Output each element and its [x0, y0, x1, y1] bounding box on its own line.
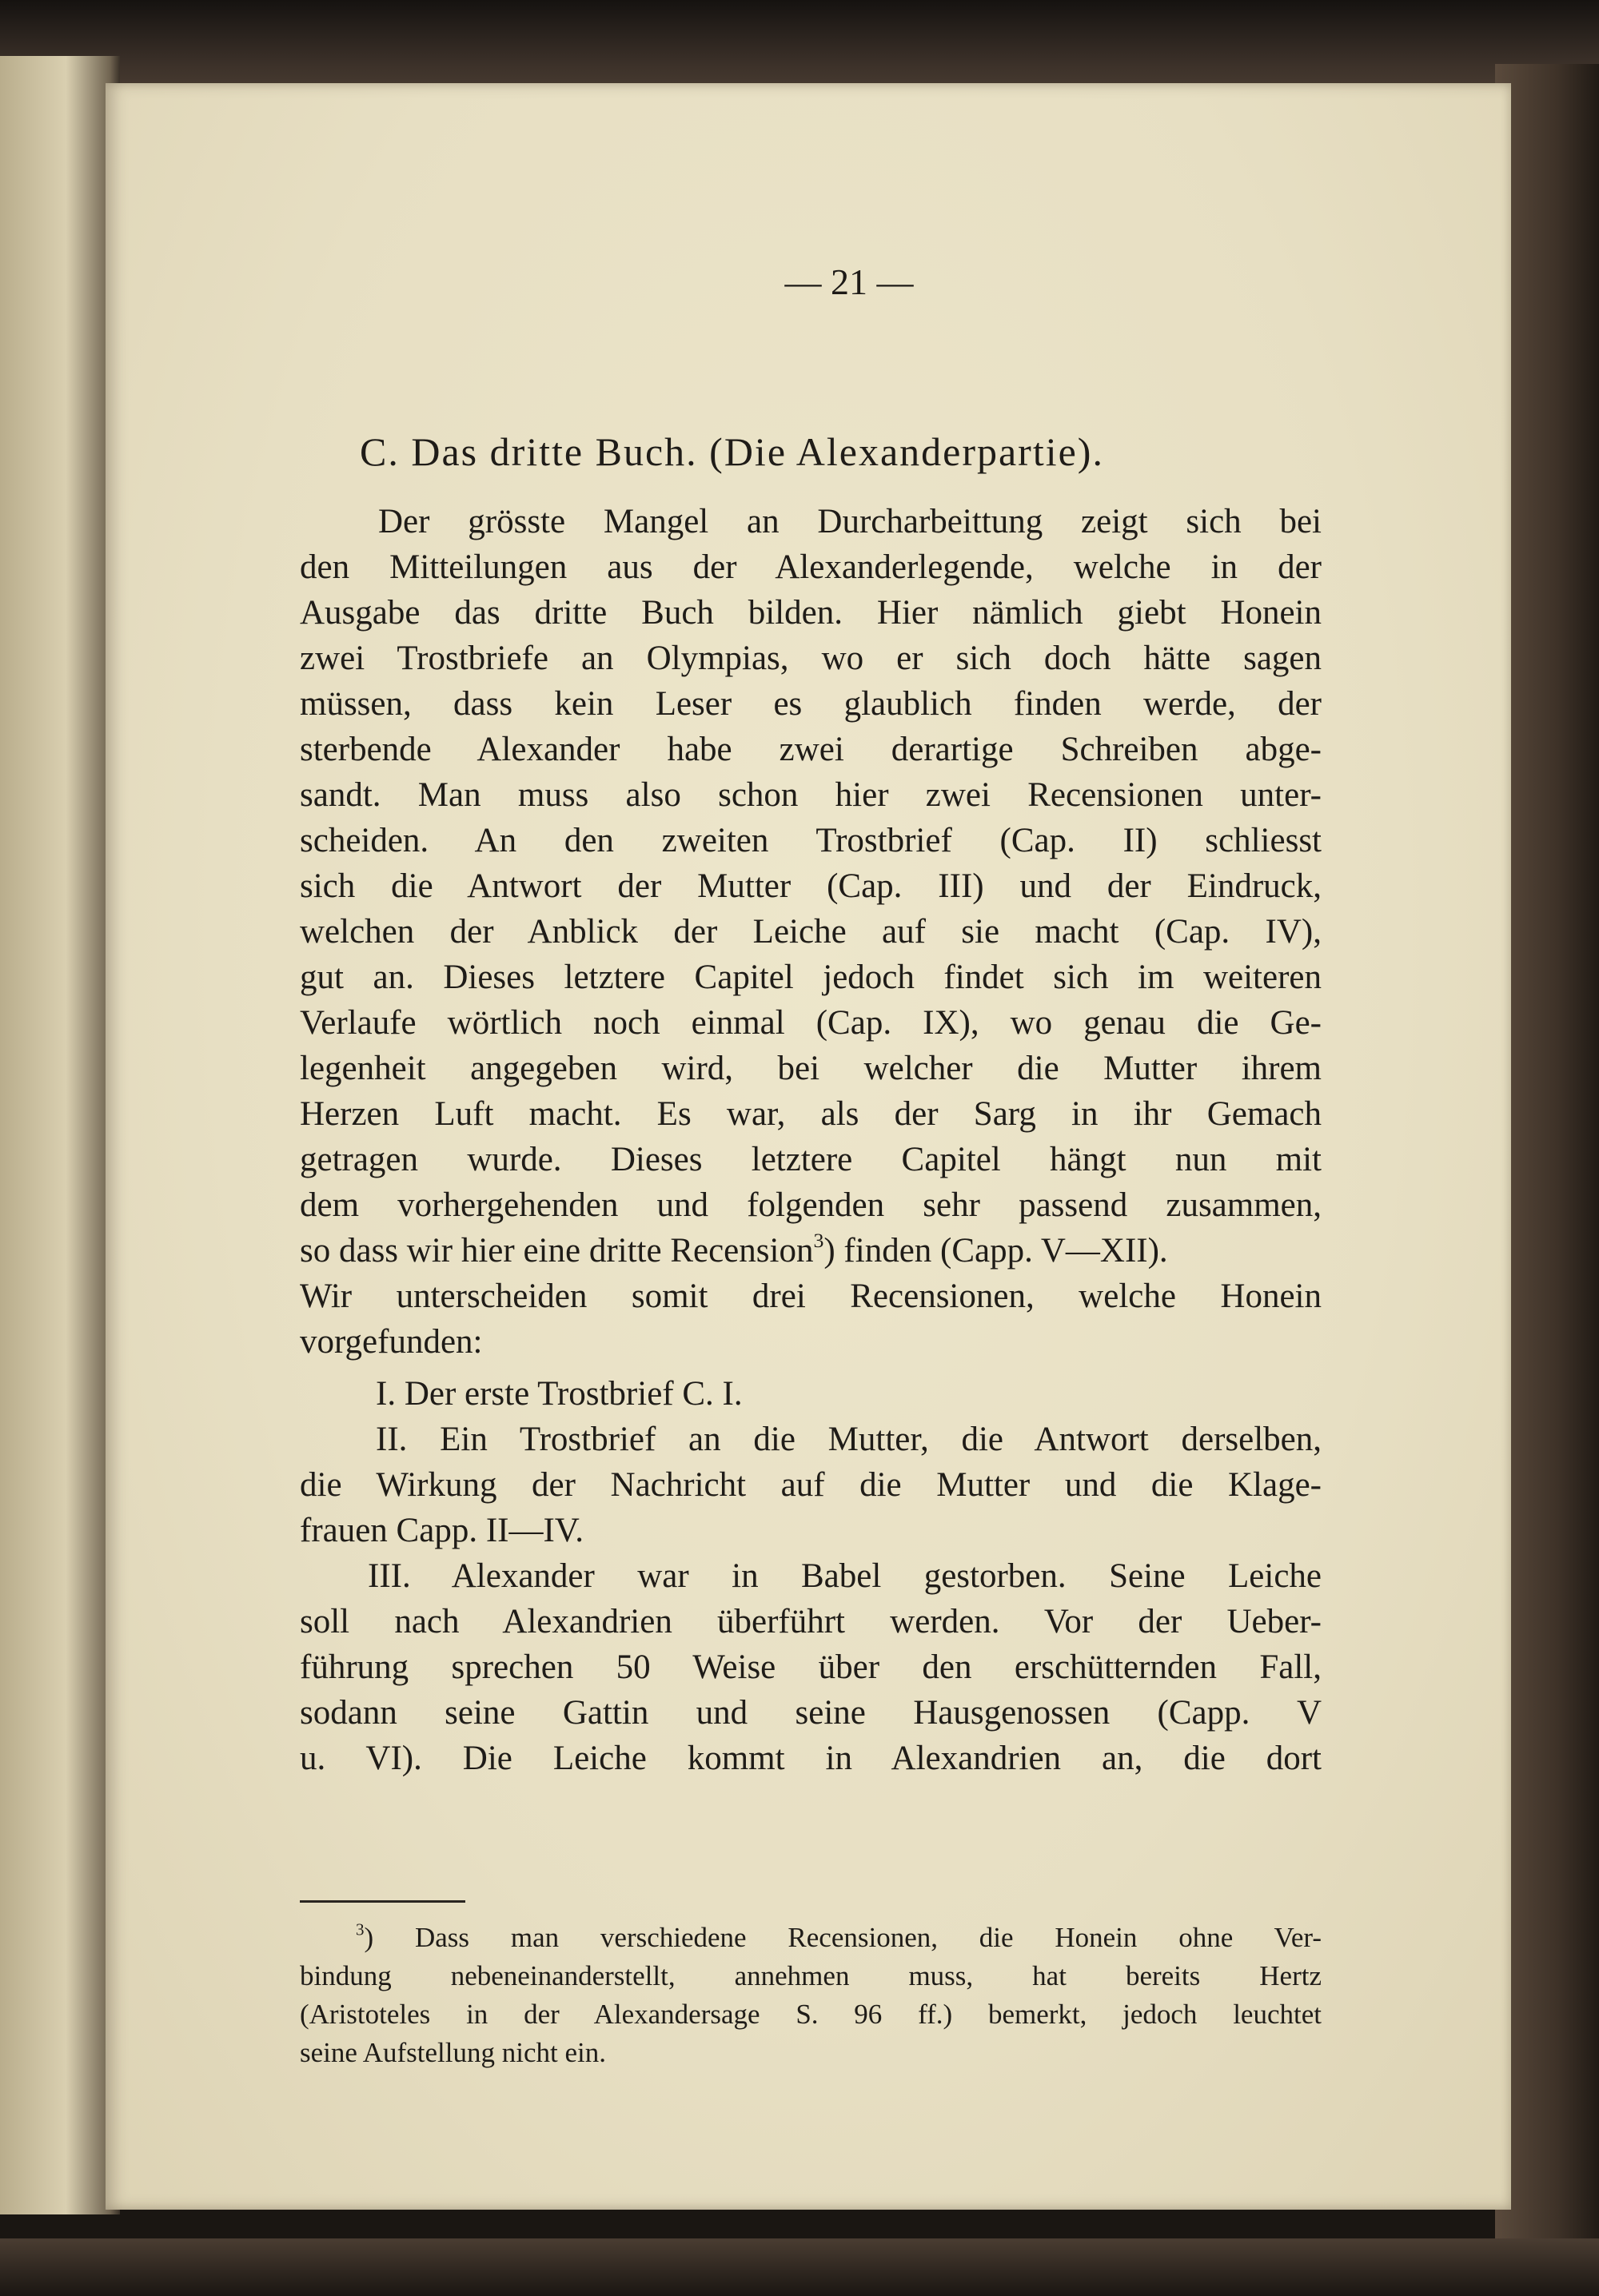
- body-line-text: so dass wir hier eine dritte Recension: [300, 1232, 814, 1270]
- body-line: gut an. Dieses letztere Capitel jedoch findet sich im weiteren: [300, 959, 1322, 996]
- body-line: sich die Antwort der Mutter (Cap. III) und der Eindruck,: [300, 867, 1322, 905]
- footnote-marker: 3: [356, 1919, 365, 1939]
- body-line: Der grösste Mangel an Durcharbeittung zeigt sich bei: [378, 503, 1322, 540]
- body-line: frauen Capp. II—IV.: [300, 1512, 584, 1549]
- body-line: vorgefunden:: [300, 1323, 483, 1361]
- body-line: sandt. Man muss also schon hier zwei Recensionen unter-: [300, 776, 1322, 814]
- body-line: dem vorhergehenden und folgenden sehr passend zusammen,: [300, 1186, 1322, 1224]
- book-cover-top: [0, 0, 1599, 96]
- list-item: III. Alexander war in Babel gestorben. Seine Leiche: [368, 1557, 1322, 1595]
- list-item: II. Ein Trostbrief an die Mutter, die Antwort derselben,: [376, 1421, 1322, 1458]
- body-line: u. VI). Die Leiche kommt in Alexandrien an, die dort: [300, 1740, 1322, 1777]
- body-line: müssen, dass kein Leser es glaublich finden werde, der: [300, 685, 1322, 723]
- body-line: getragen wurde. Dieses letztere Capitel hängt nun mit: [300, 1141, 1322, 1178]
- facing-page-edge: [0, 56, 120, 2214]
- body-line: scheiden. An den zweiten Trostbrief (Cap. II) schliesst: [300, 822, 1322, 859]
- footnote-line: (Aristoteles in der Alexandersage S. 96 ff.) bemerkt, jedoch leuchtet: [300, 1999, 1322, 2030]
- footnote-line: seine Aufstellung nicht ein.: [300, 2037, 606, 2068]
- section-heading: C. Das dritte Buch. (Die Alexanderpartie).: [360, 429, 1104, 474]
- footnote-line: bindung nebeneinanderstellt, annehmen muss, hat bereits Hertz: [300, 1960, 1322, 1991]
- list-item: I. Der erste Trostbrief C. I.: [376, 1375, 743, 1413]
- book-page: [106, 83, 1511, 2210]
- body-line: sterbende Alexander habe zwei derartige Schreiben abge-: [300, 731, 1322, 768]
- footnote-reference: 3: [813, 1228, 824, 1252]
- body-line: legenheit angegeben wird, bei welcher die Mutter ihrem: [300, 1050, 1322, 1087]
- footnote-divider: [300, 1900, 465, 1903]
- body-line: Verlaufe wörtlich noch einmal (Cap. IX), wo genau die Ge-: [300, 1004, 1322, 1042]
- body-line: sodann seine Gattin und seine Hausgenossen (Capp. V: [300, 1694, 1322, 1732]
- body-line: zwei Trostbriefe an Olympias, wo er sich doch hätte sagen: [300, 640, 1322, 677]
- body-line: Ausgabe das dritte Buch bilden. Hier nämlich giebt Honein: [300, 594, 1322, 632]
- body-line-with-footnote-ref: [300, 1228, 1322, 1274]
- body-line: führung sprechen 50 Weise über den erschütternden Fall,: [300, 1648, 1322, 1686]
- footnote-text: ) Dass man verschiedene Recensionen, die Honein ohne Ver-: [364, 1922, 1322, 1953]
- body-line: Herzen Luft macht. Es war, als der Sarg in ihr Gemach: [300, 1095, 1322, 1133]
- body-line-text: ) finden (Capp. V—XII).: [823, 1232, 1168, 1270]
- body-line: den Mitteilungen aus der Alexanderlegende, welche in der: [300, 548, 1322, 586]
- footnote-line: [300, 1919, 1322, 1957]
- book-cover-bottom: [0, 2238, 1599, 2296]
- page-number: — 21 —: [784, 261, 914, 302]
- body-line: welchen der Anblick der Leiche auf sie macht (Cap. IV),: [300, 913, 1322, 951]
- body-line: Wir unterscheiden somit drei Recensionen, welche Honein: [300, 1278, 1322, 1315]
- body-line: soll nach Alexandrien überführt werden. Vor der Ueber-: [300, 1603, 1322, 1640]
- body-line: die Wirkung der Nachricht auf die Mutter und die Klage-: [300, 1466, 1322, 1504]
